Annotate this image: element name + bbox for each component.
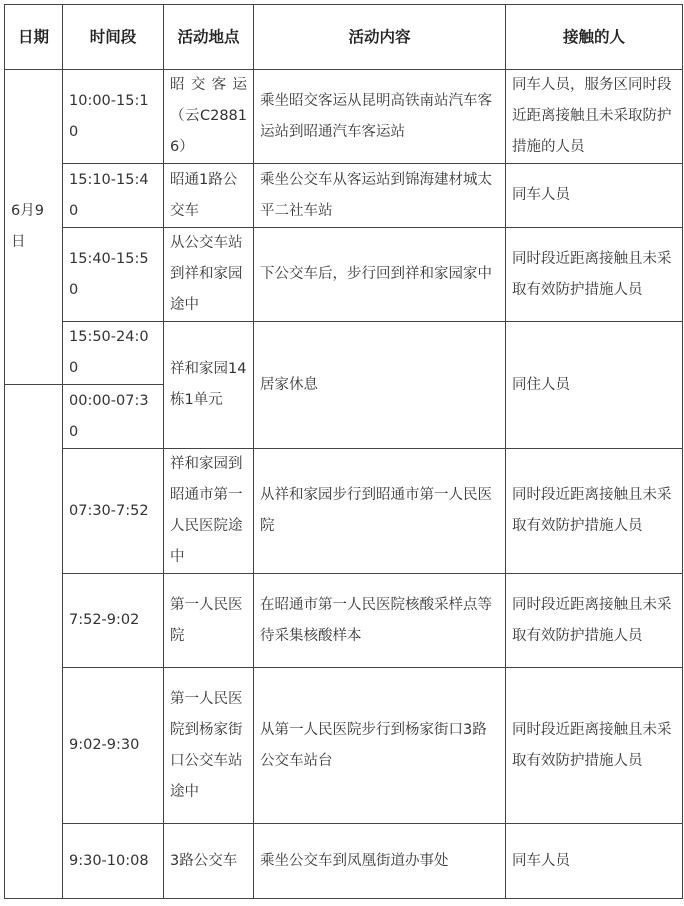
date-cell (5, 70, 63, 385)
place-cell: 第一人民医院 (164, 574, 254, 668)
content-cell: 乘坐公交车到凤凰街道办事处 (254, 824, 506, 899)
place-cell: 昭交客运（云C28816） (164, 70, 254, 164)
time-cell: 15:10-15:40 (63, 164, 164, 228)
contact-cell: 同时段近距离接触且未采取有效防护措施人员 (506, 668, 683, 824)
time-cell: 10:00-15:10 (63, 70, 164, 164)
content-cell: 从第一人民医院步行到杨家街口3路公交车站台 (254, 668, 506, 824)
table-row (5, 70, 683, 164)
content-cell: 在昭通市第一人民医院核酸采样点等待采集核酸样本 (254, 574, 506, 668)
table-row (5, 322, 683, 385)
contact-cell: 同车人员 (506, 824, 683, 899)
time-cell: 15:40-15:50 (63, 228, 164, 322)
contact-cell: 同时段近距离接触且未采取有效防护措施人员 (506, 574, 683, 668)
header-date: 日期 (5, 5, 63, 70)
place-cell: 昭通1路公交车 (164, 164, 254, 228)
date-cell-empty (5, 385, 63, 899)
place-cell: 第一人民医院到杨家街口公交车站途中 (164, 668, 254, 824)
header-row (5, 5, 683, 70)
contact-cell: 同住人员 (506, 322, 683, 449)
place-cell: 从公交车站到祥和家园途中 (164, 228, 254, 322)
time-cell: 07:30-7:52 (63, 449, 164, 574)
time-cell: 15:50-24:00 (63, 322, 164, 385)
content-cell: 从祥和家园步行到昭通市第一人民医院 (254, 449, 506, 574)
time-cell: 00:00-07:30 (63, 385, 164, 449)
table-row (5, 164, 683, 228)
header-contact: 接触的人 (506, 5, 683, 70)
header-place: 活动地点 (164, 5, 254, 70)
contact-cell: 同车人员 (506, 164, 683, 228)
content-cell: 居家休息 (254, 322, 506, 449)
date-label: 6月9日 (11, 203, 44, 250)
time-cell: 7:52-9:02 (63, 574, 164, 668)
contact-cell: 同时段近距离接触且未采取有效防护措施人员 (506, 449, 683, 574)
contact-cell: 同时段近距离接触且未采取有效防护措施人员 (506, 228, 683, 322)
time-cell: 9:02-9:30 (63, 668, 164, 824)
time-cell: 9:30-10:08 (63, 824, 164, 899)
place-cell: 祥和家园到昭通市第一人民医院途中 (164, 449, 254, 574)
content-cell: 乘坐公交车从客运站到锦海建材城太平二社车站 (254, 164, 506, 228)
contact-cell: 同车人员，服务区同时段近距离接触且未采取防护措施的人员 (506, 70, 683, 164)
table-row (5, 228, 683, 322)
table-row (5, 449, 683, 574)
table-row (5, 668, 683, 824)
table-row (5, 824, 683, 899)
place-cell: 祥和家园14栋1单元 (164, 322, 254, 449)
content-cell: 乘坐昭交客运从昆明高铁南站汽车客运站到昭通汽车客运站 (254, 70, 506, 164)
header-time: 时间段 (63, 5, 164, 70)
content-cell: 下公交车后，步行回到祥和家园家中 (254, 228, 506, 322)
table-row (5, 574, 683, 668)
activity-trace-table (4, 4, 683, 899)
header-content: 活动内容 (254, 5, 506, 70)
place-cell: 3路公交车 (164, 824, 254, 899)
